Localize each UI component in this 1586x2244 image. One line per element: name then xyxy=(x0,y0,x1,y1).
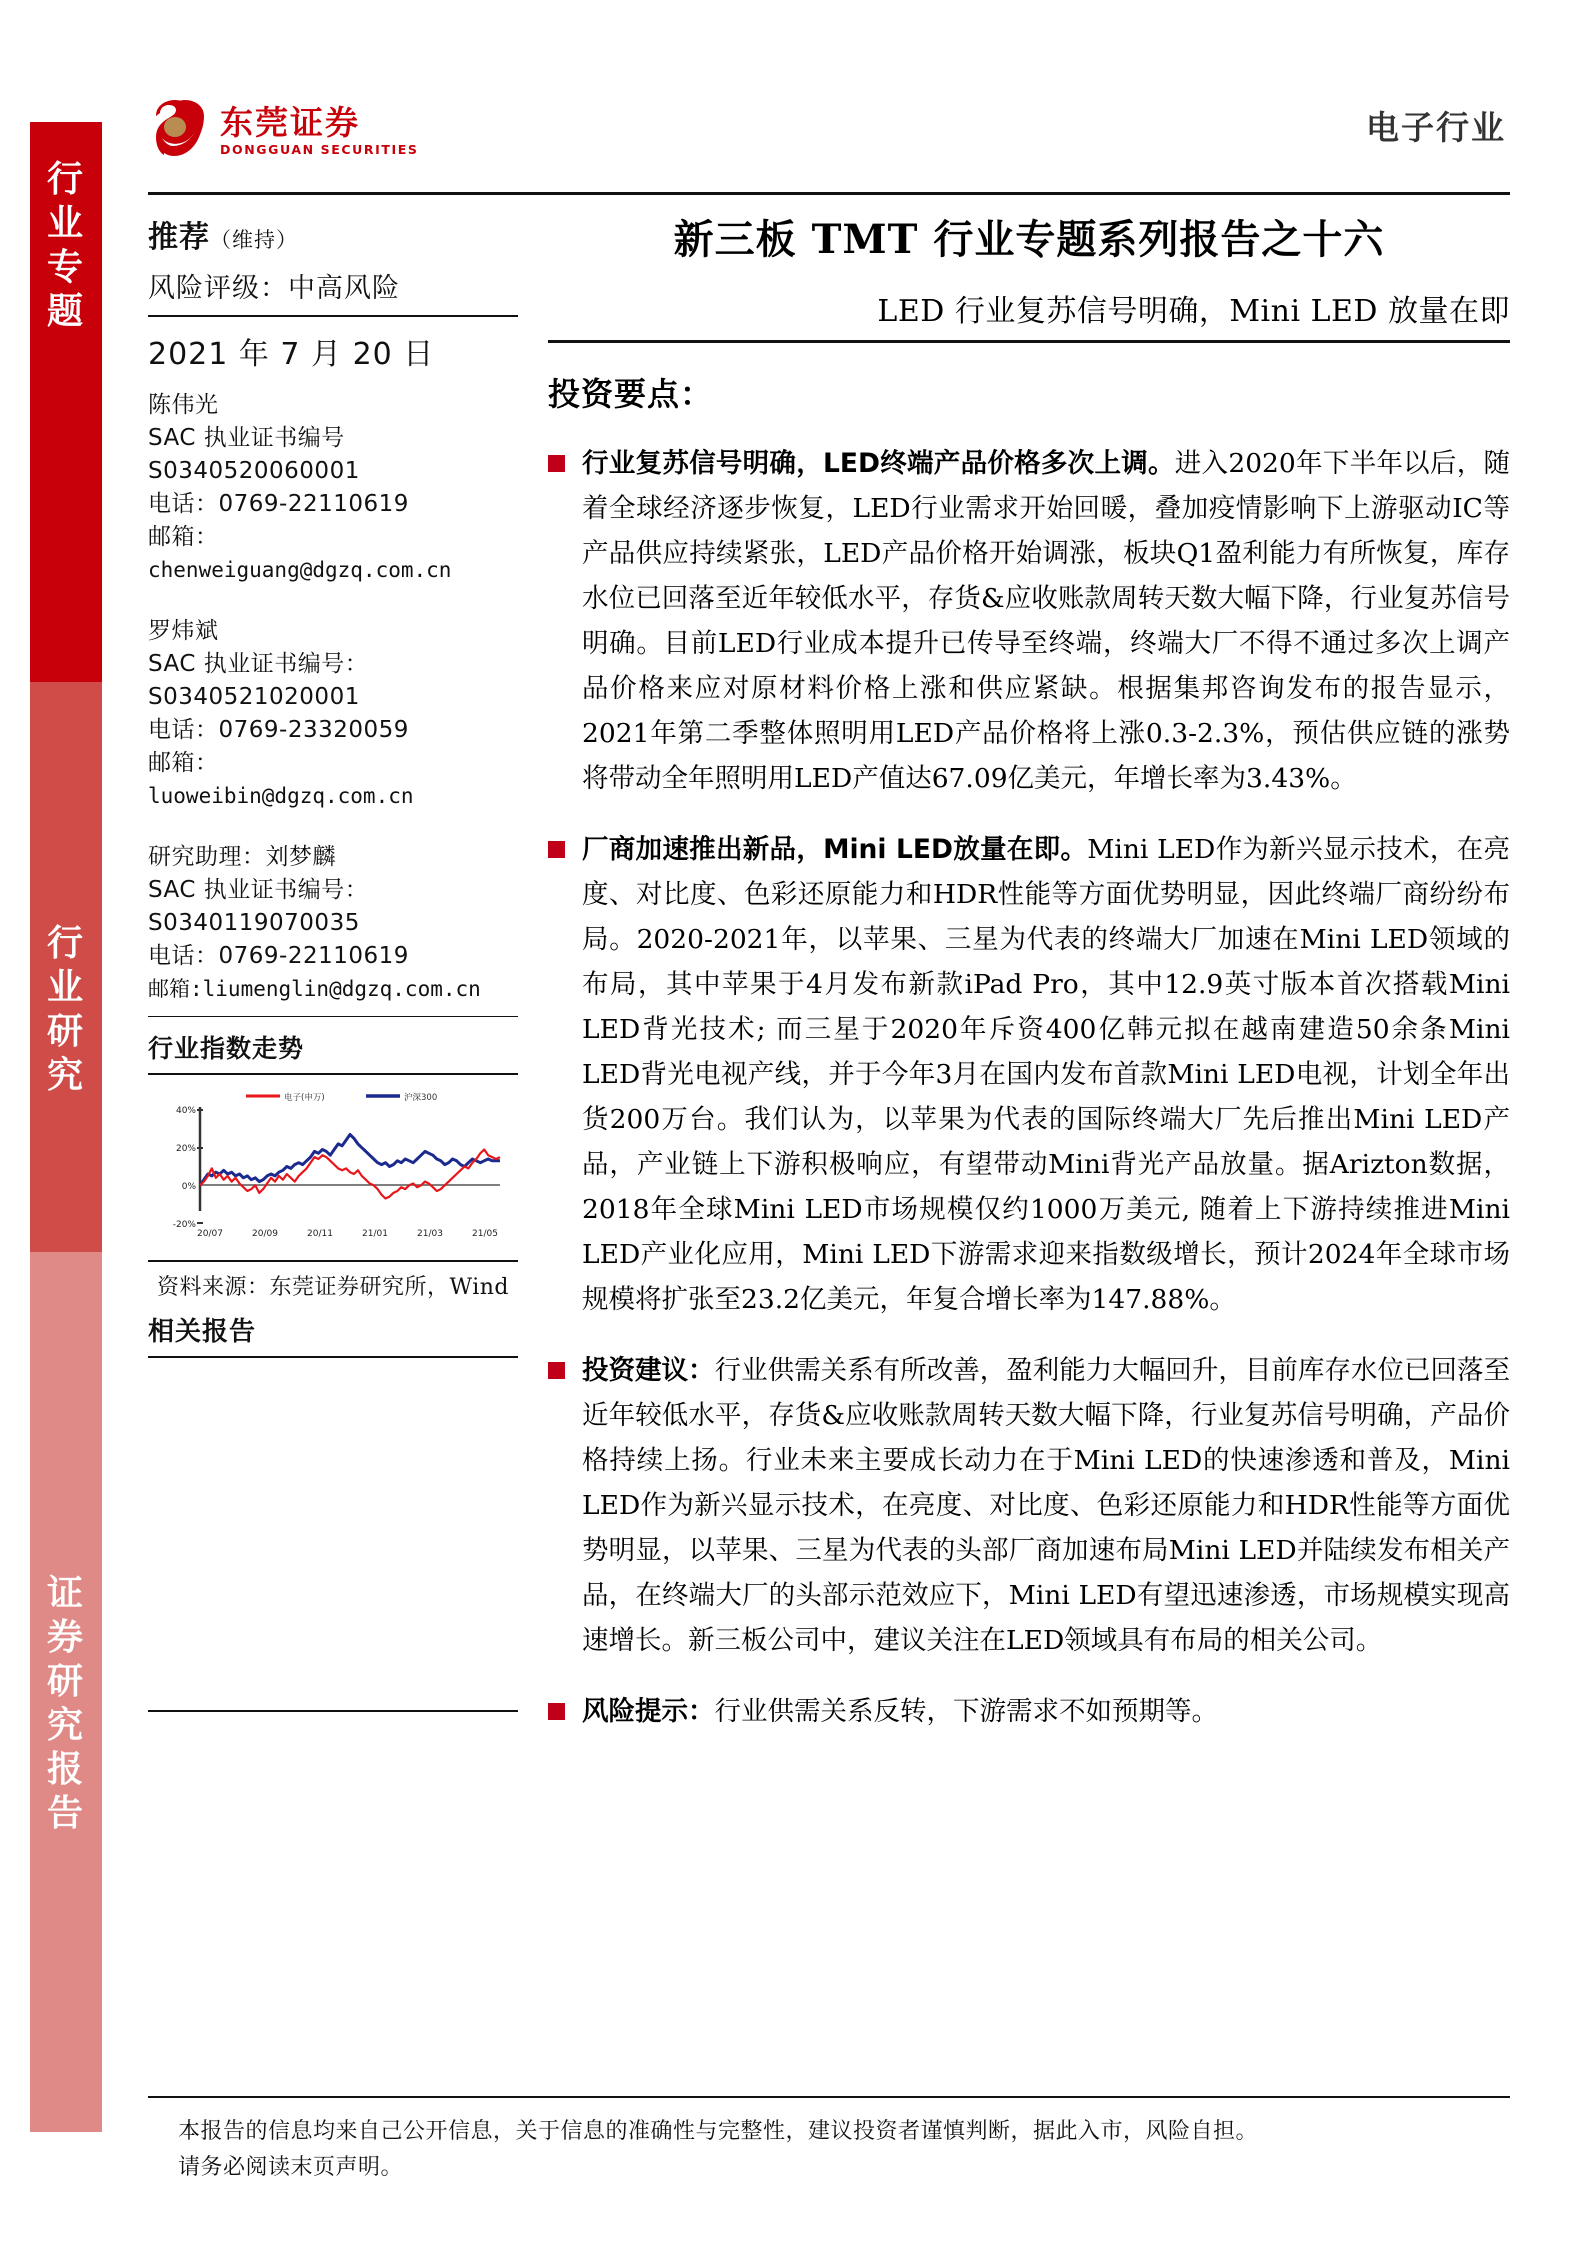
x-tick-3: 21/01 xyxy=(362,1229,388,1239)
bullet-square-icon xyxy=(548,827,582,1322)
chart-legend xyxy=(246,1092,437,1103)
bullet-point-4 xyxy=(548,1689,1510,1734)
logo-en-text: DONGGUAN SECURITIES xyxy=(220,142,418,157)
bullet-point-2 xyxy=(548,827,1510,1322)
y-tick-0: 0% xyxy=(181,1182,196,1192)
logo-cn-text: 东莞证券 xyxy=(220,103,360,142)
y-tick-40: 40% xyxy=(175,1106,196,1116)
investment-points-heading: 投资要点： xyxy=(548,375,714,413)
analyst-name: 陈伟光 xyxy=(148,392,219,418)
bullet-body-text: 行业供需关系反转，下游需求不如预期等。 xyxy=(714,1696,1218,1727)
analyst-email[interactable]: chenweiguang@dgzq.com.cn xyxy=(148,558,452,582)
x-tick-4: 21/03 xyxy=(417,1229,443,1239)
spacer xyxy=(148,819,518,841)
main-content-column xyxy=(548,212,1510,1734)
band-label-industry-topic: 行 业 专 题 xyxy=(46,159,85,332)
analyst-email[interactable]: 邮箱:liumenglin@dgzq.com.cn xyxy=(148,977,481,1001)
chart-title: 行业指数走势 xyxy=(148,1034,305,1063)
analyst-block-2 xyxy=(148,615,518,813)
document-header xyxy=(148,88,1510,198)
header-divider xyxy=(148,192,1510,195)
bullet-point-1 xyxy=(548,441,1510,801)
dongguan-securities-logo xyxy=(148,94,418,174)
rating-value: 推荐 xyxy=(148,220,210,255)
bullet-lead: 厂商加速推出新品，Mini LED放量在即。 xyxy=(582,834,1088,865)
disclaimer-line-2: 请务必阅读末页声明。 xyxy=(178,2155,404,2180)
bullet-body-text: Mini LED作为新兴显示技术，在亮度、对比度、色彩还原能力和HDR性能等方面优势明显，因此终端厂商纷纷布局。2020-2021年，以苹果、三星为代表的终端大厂加速在Mini LED领域的布局，其中苹果于4月发布新款iPad Pro，其中12.9英寸版本首次搭载Mini LED背光技术; 而三星于2020年斥资400亿韩元拟在越南建造50余条Mini LED背光电视产线，并于今年3月在国内发布首款Mini LED电视，计划全年出货200万台。我们认为，以苹果为代表的国际终端大厂先后推出Mini LED产品，产业链上下游积极响应，有望带动Mini背光产品放量。据Arizton数据，2018年全球Mini LED市场规模仅约1000万美元, 随着上下游持续推进Mini LED产业化应用，Mini LED下游需求迎来指数级增长，预计2024年全球市场规模将扩张至23.2亿美元，年复合增长率为147.88%。 xyxy=(582,834,1510,1315)
related-reports-title: 相关报告 xyxy=(148,1317,257,1347)
report-title-prefix: 新三板 xyxy=(673,217,812,263)
chart-source: 资料来源：东莞证券研究所，Wind xyxy=(148,1260,518,1301)
bullet-text xyxy=(582,441,1510,801)
report-title-suffix: 行业专题系列报告之十六 xyxy=(918,217,1385,263)
industry-tag: 电子行业 xyxy=(1366,108,1506,147)
analyst-email-label: 邮箱： xyxy=(148,524,219,550)
bullet-lead: 行业复苏信号明确，LED终端产品价格多次上调。 xyxy=(582,448,1175,479)
analyst-phone: 电话：0769-22110619 xyxy=(148,491,409,517)
x-tick-1: 20/09 xyxy=(252,1229,278,1239)
x-tick-5: 21/05 xyxy=(472,1229,498,1239)
band-label-industry-research: 行 业 研 究 xyxy=(46,923,85,1096)
bullet-square-icon xyxy=(548,1348,582,1663)
series-line-csi300 xyxy=(200,1135,500,1186)
analyst-sac-number: S0340520060001 xyxy=(148,458,360,484)
report-title xyxy=(548,212,1510,268)
analyst-sac-number: S0340119070035 xyxy=(148,910,360,936)
band-segment-industry-research xyxy=(30,682,102,1252)
related-reports-divider xyxy=(148,1356,518,1358)
risk-rating: 风险评级：中高风险 xyxy=(148,273,400,304)
band-label-securities-research-report: 证 券 研 究 报 告 xyxy=(46,1573,85,1834)
bullet-point-3 xyxy=(548,1348,1510,1663)
analyst-block-3 xyxy=(148,841,518,1006)
analyst-sac-label: SAC 执业证书编号 xyxy=(148,425,345,451)
vertical-red-band xyxy=(30,122,102,2132)
report-subtitle: LED 行业复苏信号明确，Mini LED 放量在即 xyxy=(877,294,1510,329)
analyst-email-label: 邮箱： xyxy=(148,750,219,776)
x-tick-2: 20/11 xyxy=(307,1229,333,1239)
industry-index-chart xyxy=(148,1073,518,1254)
bullet-text xyxy=(582,827,1510,1322)
analyst-phone: 电话：0769-23320059 xyxy=(148,717,409,743)
analyst-name: 罗炜斌 xyxy=(148,618,219,644)
footer-disclaimer xyxy=(178,2114,1510,2186)
bullet-body-text: 进入2020年下半年以后，随着全球经济逐步恢复，LED行业需求开始回暖，叠加疫情影响下上游驱动IC等产品供应持续紧张，LED产品价格开始调涨，板块Q1盈利能力有所恢复，库存水位已回落至近年较低水平，存货&应收账款周转天数大幅下降，行业复苏信号明确。目前LED行业成本提升已传导至终端，终端大厂不得不通过多次上调产品价格来应对原材料价格上涨和供应紧缺。根据集邦咨询发布的报告显示，2021年第二季整体照明用LED产品价格将上涨0.3-2.3%，预估供应链的涨势将带动全年照明用LED产值达67.09亿美元，年增长率为3.43%。 xyxy=(582,448,1510,794)
x-tick-0: 20/07 xyxy=(197,1229,223,1239)
left-info-column xyxy=(148,212,518,1358)
chart-svg xyxy=(148,1079,518,1254)
analyst-block-1 xyxy=(148,389,518,587)
y-tick-20: 20% xyxy=(175,1144,196,1154)
series-line-electronics xyxy=(200,1150,500,1199)
bullet-text xyxy=(582,1348,1510,1663)
bullet-lead: 风险提示： xyxy=(582,1696,715,1727)
analyst-divider xyxy=(148,1016,518,1017)
bullet-body-text: 行业供需关系有所改善，盈利能力大幅回升，目前库存水位已回落至近年较低水平，存货&应收账款周转天数大幅下降，行业复苏信号明确，产品价格持续上扬。行业未来主要成长动力在于Mini LED的快速渗透和普及，Mini LED作为新兴显示技术，在亮度、对比度、色彩还原能力和HDR性能等方面优势明显，以苹果、三星为代表的头部厂商加速布局Mini LED并陆续发布相关产品，在终端大厂的头部示范效应下，Mini LED有望迅速渗透，市场规模实现高速增长。新三板公司中，建议关注在LED领域具有布局的相关公司。 xyxy=(582,1355,1511,1656)
band-segment-industry-topic xyxy=(30,122,102,682)
related-reports-bottom-divider xyxy=(148,1710,518,1712)
logo-mark-icon xyxy=(156,100,204,156)
spacer xyxy=(148,593,518,615)
analyst-email[interactable]: luoweibin@dgzq.com.cn xyxy=(148,784,414,808)
report-title-tmt: TMT xyxy=(811,216,919,263)
band-segment-securities-research-report xyxy=(30,1252,102,2132)
y-tick-minus20: -20% xyxy=(172,1220,196,1230)
rating-divider xyxy=(148,315,518,317)
analyst-sac-number: S0340521020001 xyxy=(148,684,360,710)
subtitle-divider xyxy=(548,340,1510,343)
rating-line xyxy=(148,212,518,256)
legend-label-csi300: 沪深300 xyxy=(404,1093,438,1103)
document-date: 2021 年 7 月 20 日 xyxy=(148,337,435,372)
bullet-square-icon xyxy=(548,441,582,801)
footer-divider xyxy=(148,2096,1510,2098)
disclaimer-line-1: 本报告的信息均来自己公开信息，关于信息的准确性与完整性，建议投资者谨慎判断，据此入市，风险自担。 xyxy=(178,2119,1259,2144)
rating-maintain: （维持） xyxy=(210,228,298,252)
analyst-sac-label: SAC 执业证书编号： xyxy=(148,877,369,903)
research-assistant-name: 研究助理：刘梦麟 xyxy=(148,844,336,870)
analyst-sac-label: SAC 执业证书编号： xyxy=(148,651,369,677)
analyst-phone: 电话：0769-22110619 xyxy=(148,943,409,969)
bullet-square-icon xyxy=(548,1689,582,1734)
legend-label-electronics: 电子(申万) xyxy=(284,1093,325,1103)
bullet-text xyxy=(582,1689,1510,1734)
bullet-lead: 投资建议： xyxy=(582,1355,715,1386)
